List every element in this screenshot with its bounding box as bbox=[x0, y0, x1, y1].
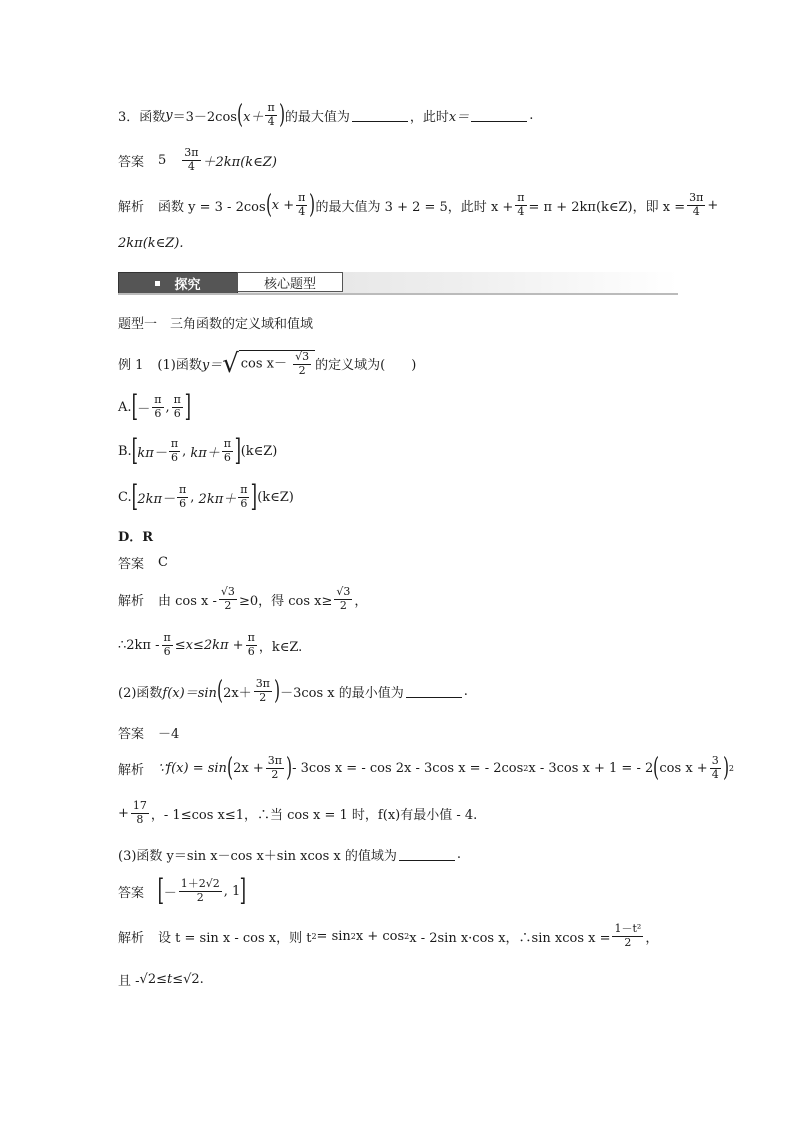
analysis-text: = π + 2kπ(k∈Z)，即 x = bbox=[528, 199, 686, 215]
analysis-label: 解析 bbox=[118, 593, 145, 609]
fraction: $\frac{\pi}{6}$ bbox=[179, 482, 187, 510]
q3-label: 3．函数 bbox=[118, 109, 166, 125]
paren-open: ( bbox=[226, 753, 234, 784]
analysis-text: = sin bbox=[316, 928, 351, 944]
q3-arg: x＋ bbox=[243, 109, 264, 125]
example-text: (1)函数 bbox=[157, 358, 202, 374]
fraction: $\frac{\pi}{4}$ bbox=[517, 191, 525, 218]
analysis-plus: + bbox=[707, 197, 719, 213]
fraction: $\frac{\pi}{6}$ bbox=[173, 392, 181, 420]
analysis-text: ≤x≤2kπ + bbox=[174, 637, 244, 653]
analysis-label: 解析 bbox=[118, 930, 145, 946]
q3-tail3: x＝ bbox=[448, 109, 470, 125]
ex1-analysis-line2 bbox=[118, 632, 302, 658]
banner-tab-explore bbox=[118, 272, 238, 294]
analysis-text: 由 cos x - bbox=[158, 593, 217, 609]
example-end: . bbox=[456, 847, 461, 862]
analysis-text: 的最大值为 3 + 2 = 5，此时 x + bbox=[315, 199, 514, 215]
analysis-text: ≤t≤ bbox=[156, 972, 184, 987]
fraction: $\frac{\text{1－t²}}{2}$ bbox=[614, 922, 642, 949]
ex1-3-answer bbox=[118, 873, 247, 908]
question-3 bbox=[118, 100, 534, 131]
example-1-part-2 bbox=[118, 676, 468, 707]
superscript: 2 bbox=[523, 763, 529, 773]
fraction: $\frac{√3}{2}$ bbox=[220, 585, 235, 612]
answer-label: 答案 bbox=[118, 885, 145, 901]
paren-close: ) bbox=[286, 753, 293, 784]
analysis-text: - 3cos x = - cos 2x - 3cos x = - 2cos bbox=[292, 760, 524, 776]
option-label: C. bbox=[118, 489, 132, 505]
answer-text: － bbox=[163, 885, 177, 901]
example-text: f(x)＝sin bbox=[162, 685, 217, 701]
radicand-text: cos x－ bbox=[240, 356, 288, 372]
answer-value: －4 bbox=[158, 727, 180, 742]
paren-open: ( bbox=[216, 676, 224, 707]
option-label: A. bbox=[118, 399, 132, 415]
paren-close: ) bbox=[278, 100, 285, 131]
answer-value: 5 bbox=[158, 152, 167, 168]
analysis-text: 2x + bbox=[233, 760, 264, 776]
answer-rest: ＋2kπ(k∈Z) bbox=[202, 154, 277, 170]
answer-text: 1 bbox=[232, 883, 241, 899]
paren-open: ( bbox=[265, 190, 272, 221]
option-text: 2kπ＋ bbox=[198, 491, 237, 507]
example-text: 2x＋ bbox=[223, 685, 252, 701]
section-title: 题型一 三角函数的定义域和值域 bbox=[118, 317, 314, 332]
fraction: $\frac{\pi}{6}$ bbox=[170, 436, 179, 464]
option-text: － bbox=[137, 401, 151, 417]
answer-blank bbox=[471, 109, 527, 122]
analysis-label: 解析 bbox=[118, 199, 145, 215]
analysis-text: ，- 1≤cos x≤1，∴当 cos x = 1 时，f(x)有最小值 - 4. bbox=[150, 807, 478, 823]
fraction: $\frac{√3}{2}$ bbox=[295, 350, 310, 377]
option-text: , bbox=[165, 399, 170, 415]
bracket-open: [ bbox=[131, 479, 138, 514]
example-tail: 的定义域为( ) bbox=[315, 358, 417, 374]
option-a bbox=[118, 389, 191, 424]
bracket-close: ] bbox=[234, 433, 242, 468]
sqrt-expression bbox=[222, 350, 315, 377]
answer-text: , bbox=[223, 883, 228, 899]
q3-y: y bbox=[165, 107, 173, 123]
fraction: $\frac{1+2√2}{2}$ bbox=[180, 876, 220, 904]
q3-eq: ＝3－2cos bbox=[172, 109, 237, 125]
bracket-close: ] bbox=[184, 389, 191, 424]
option-tail: (k∈Z) bbox=[257, 489, 294, 505]
option-b: B. [ kπ－ $\frac{\pi}{6}$ , kπ＋ $\frac{\pi}{6}$ ] (k∈Z) bbox=[118, 433, 278, 468]
paren-close: ) bbox=[722, 753, 729, 784]
fraction: $\frac{3}{4}$ bbox=[711, 754, 719, 781]
superscript: 2 bbox=[350, 931, 356, 941]
example-text: －3cos x 的最小值为 bbox=[280, 685, 404, 701]
answer-blank bbox=[399, 848, 455, 861]
analysis-text: ， bbox=[354, 593, 368, 609]
paren-open: ( bbox=[237, 100, 244, 131]
analysis-text: 设 t = sin x - cos x，则 t bbox=[158, 930, 312, 946]
example-1-part-1 bbox=[118, 350, 416, 377]
analysis-text: √2 bbox=[139, 972, 157, 987]
analysis-text: cos x + bbox=[659, 760, 708, 776]
fraction: $\frac{\pi}{6}$ bbox=[163, 631, 171, 658]
q3-analysis-line1 bbox=[118, 190, 719, 221]
answer-value: C bbox=[158, 555, 168, 570]
ex1-2-analysis-line1 bbox=[118, 753, 734, 784]
bracket-close: ] bbox=[251, 479, 258, 514]
paren-open: ( bbox=[653, 753, 660, 784]
analysis-text: ∵f(x) = sin bbox=[158, 760, 227, 776]
analysis-label: 解析 bbox=[118, 762, 145, 778]
superscript: 2 bbox=[311, 931, 317, 941]
analysis-arg: x + bbox=[271, 197, 295, 213]
bracket-close: ] bbox=[239, 873, 247, 908]
bracket-open: [ bbox=[131, 433, 138, 468]
bracket-open: [ bbox=[131, 389, 138, 424]
option-c: C. [ 2kπ－ $\frac{\pi}{6}$ , 2kπ＋ $\frac{\pi}{6}$ ] (k∈Z) bbox=[118, 479, 294, 514]
option-tail: (k∈Z) bbox=[240, 443, 278, 459]
example-y: y＝ bbox=[201, 358, 223, 374]
fraction: $\frac{\pi}{4}$ bbox=[298, 191, 306, 218]
paren-close: ) bbox=[273, 676, 281, 707]
answer-label: 答案 bbox=[118, 557, 145, 572]
analysis-text: x - 3cos x + 1 = - 2 bbox=[528, 760, 654, 776]
fraction: $\frac{\pi}{4}$ bbox=[267, 101, 275, 128]
answer-label: 答案 bbox=[118, 154, 145, 170]
ex1-3-analysis-line2 bbox=[118, 970, 204, 989]
fraction: $\frac{\pi}{6}$ bbox=[223, 436, 231, 464]
option-label: B. bbox=[118, 443, 132, 459]
analysis-text: ∴2kπ - bbox=[118, 637, 160, 653]
analysis-text: x + cos bbox=[355, 928, 405, 944]
analysis-text: 函数 y = 3 - 2cos bbox=[158, 199, 266, 215]
example-end: . bbox=[463, 683, 468, 699]
superscript: 2 bbox=[404, 931, 410, 941]
analysis-text: x - 2sin x·cos x，∴sin xcos x = bbox=[409, 930, 611, 946]
ex1-2-answer bbox=[118, 723, 179, 742]
banner-tab-label: 探究 bbox=[174, 277, 201, 293]
radical-icon: √ bbox=[222, 348, 239, 379]
square-bullet-icon bbox=[155, 281, 160, 286]
answer-blank bbox=[352, 109, 408, 122]
banner-tab-core bbox=[237, 272, 343, 292]
q3-tail1: 的最大值为 bbox=[284, 109, 350, 125]
q3-end: . bbox=[529, 107, 534, 123]
q3-answer bbox=[118, 147, 277, 173]
q3-tail2: ，此时 bbox=[409, 109, 449, 125]
example-label: 例 1 bbox=[118, 358, 144, 374]
superscript: 2 bbox=[728, 763, 734, 773]
analysis-text: ，k∈Z. bbox=[258, 639, 303, 655]
fraction: $\frac{3\pi}{2}$ bbox=[255, 677, 270, 704]
bracket-open: [ bbox=[157, 873, 165, 908]
answer-label: 答案 bbox=[118, 727, 145, 742]
section-banner bbox=[118, 272, 678, 294]
paren-close: ) bbox=[309, 190, 316, 221]
fraction: $\frac{\pi}{6}$ bbox=[240, 482, 248, 510]
fraction: $\frac{3\pi}{2}$ bbox=[267, 754, 282, 781]
banner-divider bbox=[118, 293, 678, 295]
fraction: $\frac{\pi}{6}$ bbox=[154, 392, 162, 420]
option-d bbox=[118, 526, 153, 545]
ex1-analysis-line1 bbox=[118, 586, 367, 612]
banner-tab-label: 核心题型 bbox=[263, 276, 316, 292]
fraction: $\frac{\pi}{6}$ bbox=[247, 631, 255, 658]
ex1-answer bbox=[118, 553, 168, 572]
example-text: (2)函数 bbox=[118, 685, 163, 701]
analysis-text: 2kπ(k∈Z). bbox=[118, 236, 184, 251]
example-1-part-3 bbox=[118, 845, 461, 864]
analysis-text: √2 bbox=[183, 972, 200, 987]
example-text: (3)函数 y＝sin x－cos x＋sin xcos x 的值域为 bbox=[118, 849, 397, 864]
type1-title bbox=[118, 313, 313, 332]
q3-analysis-line2 bbox=[118, 236, 184, 251]
option-text: 2kπ－ bbox=[137, 491, 176, 507]
analysis-text: + bbox=[118, 805, 129, 821]
answer-blank bbox=[406, 685, 462, 698]
analysis-text: ≥0，得 cos x≥ bbox=[238, 593, 333, 609]
analysis-text: 且 - bbox=[118, 974, 140, 989]
option-text: kπ＋ bbox=[190, 445, 220, 461]
fraction: $\frac{3\pi}{4}$ bbox=[184, 146, 199, 173]
ex1-3-analysis-line1 bbox=[118, 923, 658, 949]
fraction: $\frac{17}{8}$ bbox=[132, 799, 147, 826]
option-text: kπ－ bbox=[137, 445, 167, 461]
fraction: $\frac{√3}{2}$ bbox=[336, 585, 351, 612]
analysis-text: ， bbox=[645, 930, 659, 946]
ex1-2-analysis-line2 bbox=[118, 800, 477, 826]
option-text: D．R bbox=[118, 530, 154, 545]
analysis-text: . bbox=[199, 972, 204, 987]
fraction: $\frac{3\pi}{4}$ bbox=[689, 191, 704, 218]
